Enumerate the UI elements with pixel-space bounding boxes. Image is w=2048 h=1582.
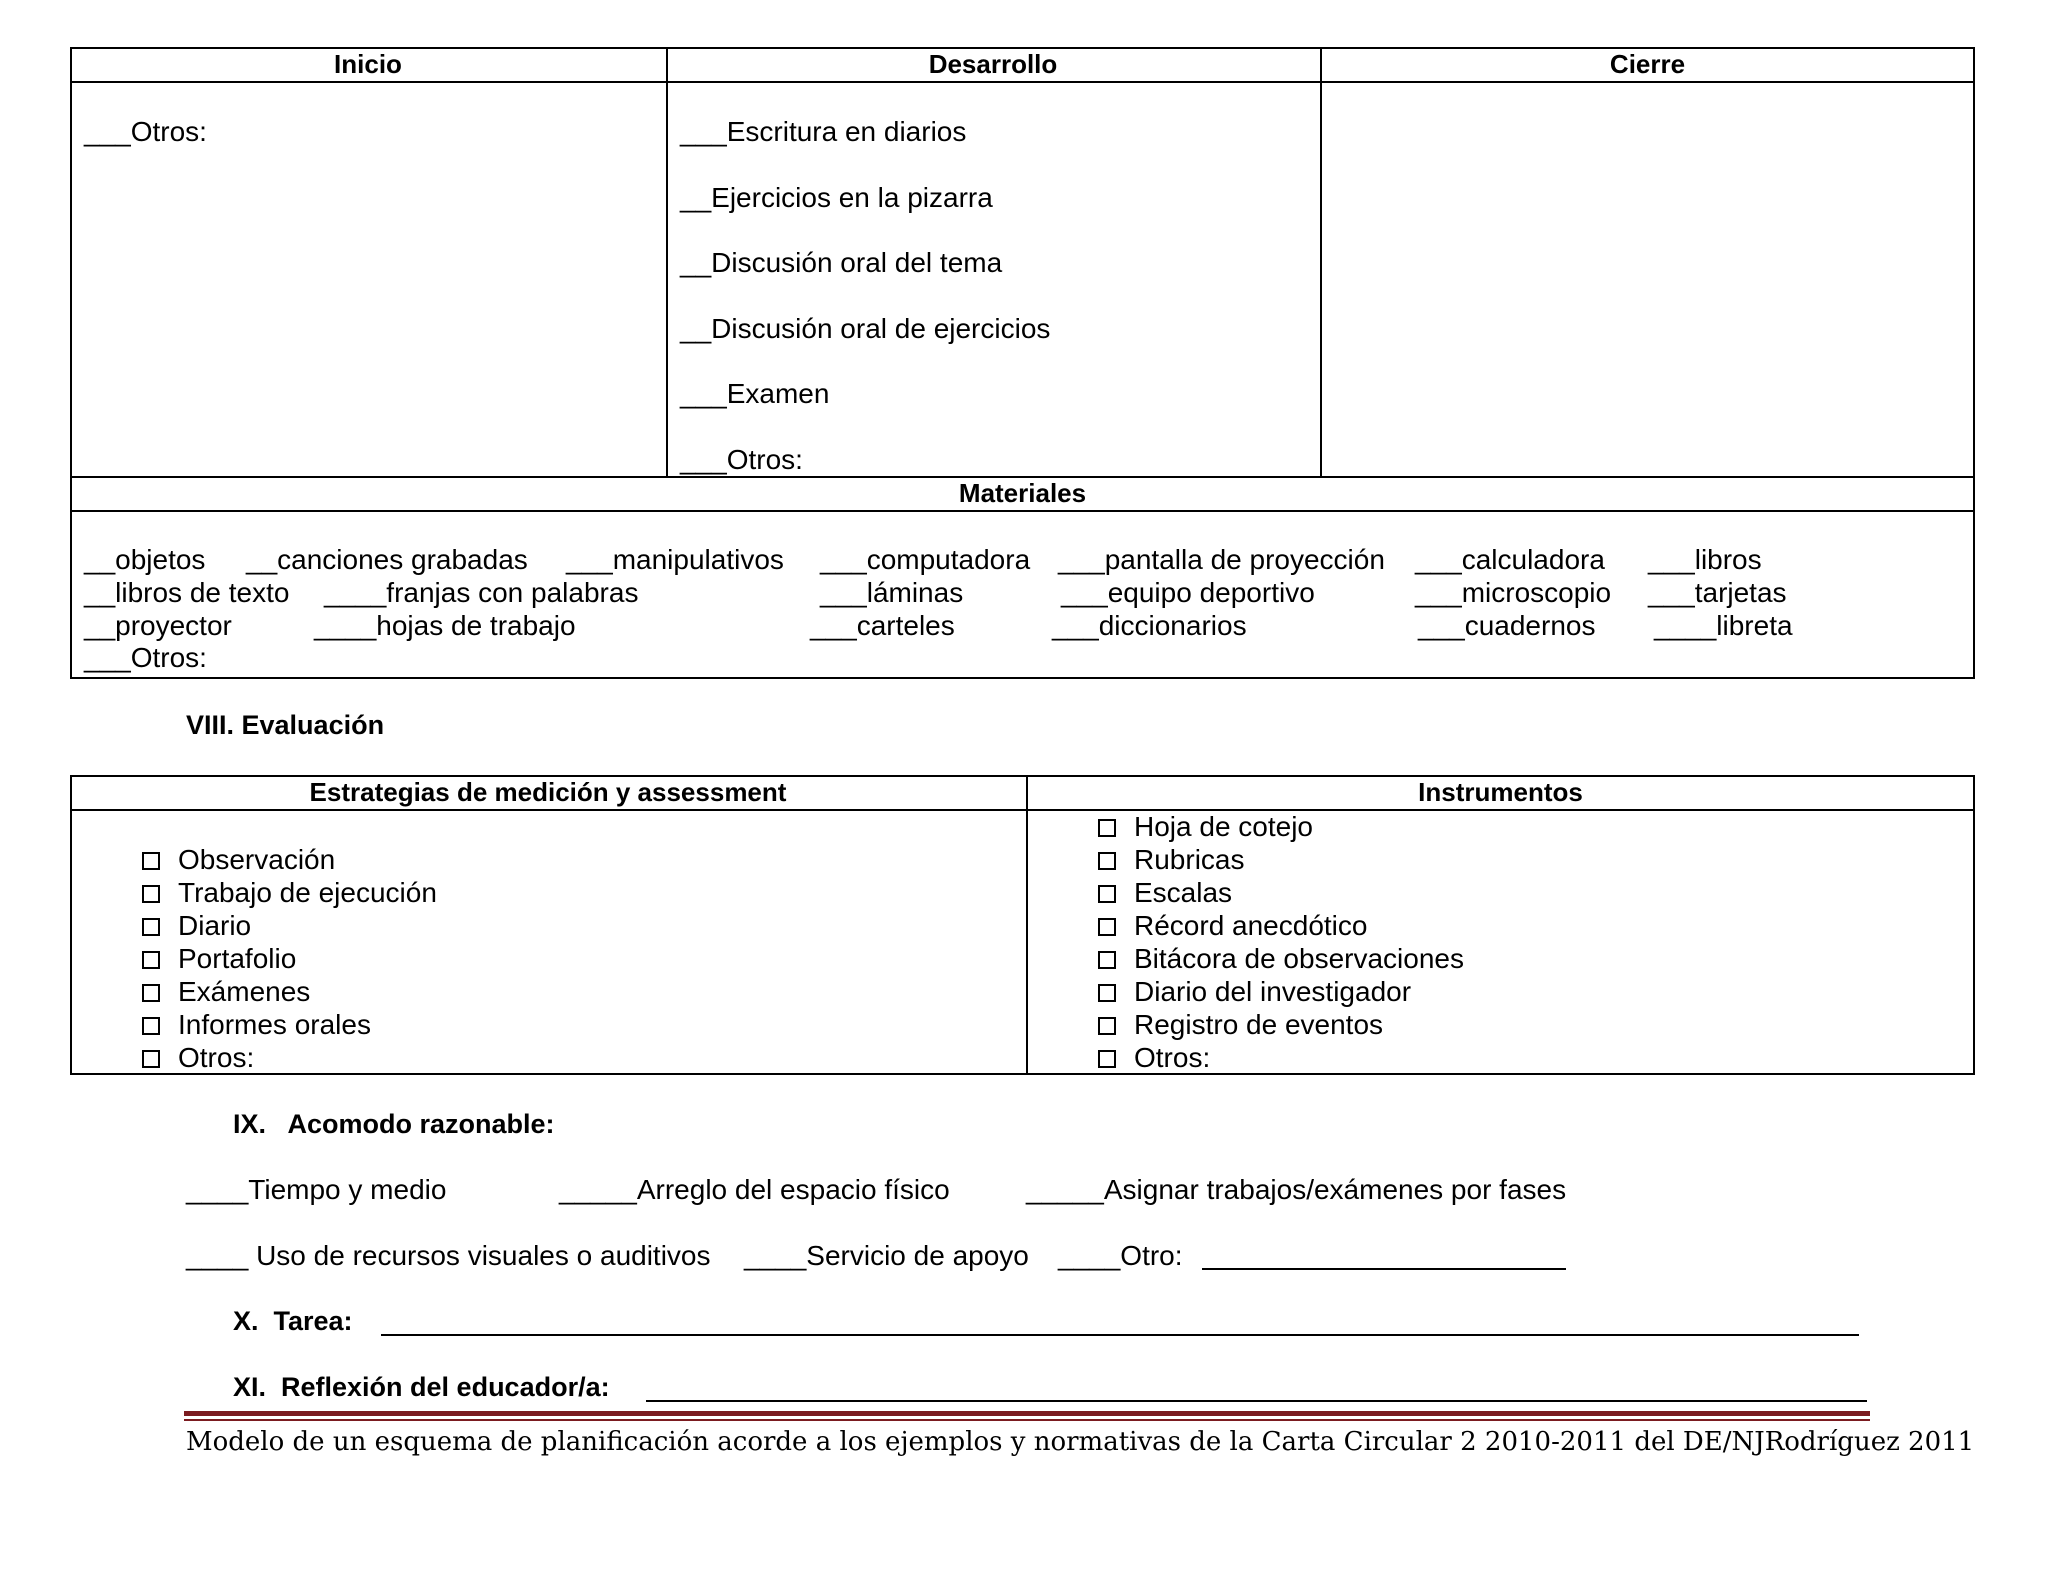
activities-col-divider-2 bbox=[1320, 47, 1322, 477]
checkbox-icon[interactable] bbox=[142, 852, 160, 870]
material-item: ____franjas con palabras bbox=[324, 577, 639, 608]
material-item: __proyector bbox=[84, 610, 232, 641]
checkbox-icon[interactable] bbox=[1098, 951, 1116, 969]
checkbox-icon[interactable] bbox=[1098, 819, 1116, 837]
estrategia-option[interactable]: Exámenes bbox=[142, 975, 310, 1009]
reflexion-label: XI. Reflexión del educador/a: bbox=[233, 1372, 610, 1402]
estrategia-option[interactable]: Trabajo de ejecución bbox=[142, 876, 437, 910]
acomodo-option: ____Servicio de apoyo bbox=[744, 1240, 1029, 1271]
tarea-label: X. Tarea: bbox=[233, 1306, 353, 1336]
acomodo-option: _____Asignar trabajos/exámenes por fases bbox=[1026, 1174, 1567, 1205]
desarrollo-item: __Ejercicios en la pizarra bbox=[680, 182, 993, 213]
desarrollo-item: __Discusión oral de ejercicios bbox=[680, 313, 1051, 344]
instrumento-option[interactable]: Bitácora de observaciones bbox=[1098, 942, 1464, 976]
estrategia-option[interactable]: Portafolio bbox=[142, 942, 296, 976]
material-item: ___manipulativos bbox=[566, 544, 784, 575]
instrumento-option[interactable]: Escalas bbox=[1098, 876, 1232, 910]
instrumento-option[interactable]: Rubricas bbox=[1098, 843, 1244, 877]
acomodo-option: ____Otro: bbox=[1058, 1240, 1183, 1271]
material-item: ___microscopio bbox=[1415, 577, 1612, 608]
desarrollo-item: ___Examen bbox=[680, 378, 830, 409]
checkbox-icon[interactable] bbox=[142, 885, 160, 903]
checkbox-icon[interactable] bbox=[1098, 885, 1116, 903]
evaluacion-header-divider bbox=[70, 809, 1975, 811]
material-item: __objetos bbox=[84, 544, 206, 575]
material-item: ___pantalla de proyección bbox=[1058, 544, 1385, 575]
checkbox-icon[interactable] bbox=[142, 1017, 160, 1035]
estrategia-option[interactable]: Otros: bbox=[142, 1041, 254, 1075]
header-instrumentos: Instrumentos bbox=[1418, 777, 1583, 807]
desarrollo-item: ___Escritura en diarios bbox=[680, 116, 967, 147]
section-title-evaluacion: VIII. Evaluación bbox=[186, 710, 385, 740]
instrumento-option[interactable]: Registro de eventos bbox=[1098, 1008, 1383, 1042]
material-item: ___carteles bbox=[810, 610, 955, 641]
section-title-acomodo: IX. Acomodo razonable: bbox=[233, 1109, 555, 1139]
reflexion-input-line[interactable] bbox=[646, 1400, 1867, 1402]
header-cierre: Cierre bbox=[1609, 49, 1686, 79]
instrumento-option[interactable]: Hoja de cotejo bbox=[1098, 810, 1313, 844]
instrumento-option[interactable]: Otros: bbox=[1098, 1041, 1210, 1075]
instrumento-option[interactable]: Diario del investigador bbox=[1098, 975, 1411, 1009]
acomodo-option: ____Tiempo y medio bbox=[186, 1174, 447, 1205]
inicio-item: ___Otros: bbox=[84, 116, 207, 147]
footer-rule-thin bbox=[184, 1419, 1870, 1421]
tarea-input-line[interactable] bbox=[381, 1334, 1859, 1336]
checkbox-icon[interactable] bbox=[142, 984, 160, 1002]
material-item: ___diccionarios bbox=[1052, 610, 1247, 641]
header-inicio: Inicio bbox=[334, 49, 402, 79]
otro-input-line[interactable] bbox=[1202, 1268, 1566, 1270]
estrategia-option[interactable]: Informes orales bbox=[142, 1008, 371, 1042]
material-item: ___Otros: bbox=[84, 642, 207, 673]
material-item: ____libreta bbox=[1654, 610, 1793, 641]
material-item: ___cuadernos bbox=[1418, 610, 1596, 641]
checkbox-icon[interactable] bbox=[1098, 1050, 1116, 1068]
checkbox-icon[interactable] bbox=[1098, 984, 1116, 1002]
checkbox-icon[interactable] bbox=[1098, 918, 1116, 936]
acomodo-option: ____ Uso de recursos visuales o auditivos bbox=[186, 1240, 711, 1271]
material-item: ____hojas de trabajo bbox=[314, 610, 576, 641]
checkbox-icon[interactable] bbox=[1098, 1017, 1116, 1035]
materiales-header-divider bbox=[70, 510, 1975, 512]
material-item: ___calculadora bbox=[1415, 544, 1605, 575]
material-item: ___equipo deportivo bbox=[1061, 577, 1315, 608]
footer-text: Modelo de un esquema de planificación acorde a los ejemplos y normativas de la Carta Circular 2 2010-2011 del DE/NJRodríguez 2011 bbox=[186, 1427, 1975, 1457]
acomodo-option: _____Arreglo del espacio físico bbox=[559, 1174, 950, 1205]
checkbox-icon[interactable] bbox=[142, 1050, 160, 1068]
header-desarrollo: Desarrollo bbox=[928, 49, 1058, 79]
header-estrategias: Estrategias de medición y assessment bbox=[309, 777, 787, 807]
checkbox-icon[interactable] bbox=[142, 918, 160, 936]
material-item: __libros de texto bbox=[84, 577, 290, 608]
desarrollo-item: ___Otros: bbox=[680, 444, 803, 475]
checkbox-icon[interactable] bbox=[1098, 852, 1116, 870]
material-item: ___computadora bbox=[820, 544, 1031, 575]
instrumento-option[interactable]: Récord anecdótico bbox=[1098, 909, 1367, 943]
desarrollo-item: __Discusión oral del tema bbox=[680, 247, 1003, 278]
checkbox-icon[interactable] bbox=[142, 951, 160, 969]
activities-col-divider-1 bbox=[666, 47, 668, 477]
material-item: __canciones grabadas bbox=[246, 544, 528, 575]
material-item: ___tarjetas bbox=[1648, 577, 1787, 608]
material-item: ___láminas bbox=[820, 577, 964, 608]
estrategia-option[interactable]: Diario bbox=[142, 909, 251, 943]
footer-rule bbox=[184, 1411, 1870, 1416]
estrategia-option[interactable]: Observación bbox=[142, 843, 335, 877]
material-item: ___libros bbox=[1648, 544, 1762, 575]
activities-header-divider bbox=[70, 81, 1975, 83]
header-materiales: Materiales bbox=[958, 478, 1087, 508]
evaluacion-col-divider bbox=[1026, 775, 1028, 1075]
